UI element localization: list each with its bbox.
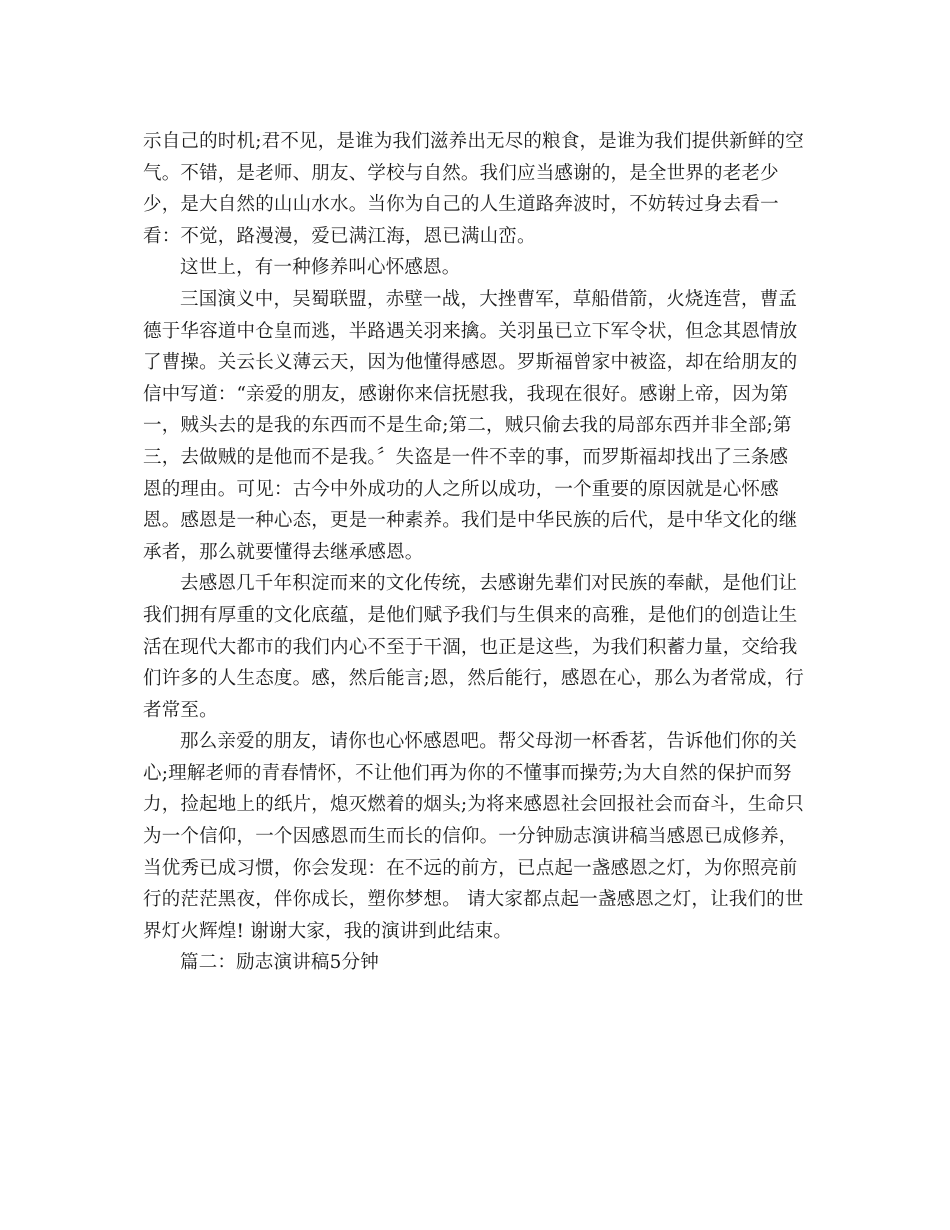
paragraph-line: 心;理解老师的青春情怀，不让他们再为你的不懂事而操劳;为大自然的保护而努 [143, 762, 792, 784]
paragraph-line: 气。不错，是老师、朋友、学校与自然。我们应当感谢的，是全世界的老老少 [143, 162, 779, 184]
paragraph-first-line: 篇二：励志演讲稿5分钟 [180, 952, 379, 974]
paragraph-line: 三，去做贼的是他而不是我。〞失盗是一件不幸的事，而罗斯福却找出了三条感 [143, 446, 789, 468]
paragraph-first-line: 那么亲爱的朋友，请你也心怀感恩吧。帮父母沏一杯香茗，告诉他们你的关 [180, 731, 798, 753]
document-body [143, 126, 813, 979]
paragraph-line: 力，捡起地上的纸片，熄灭燃着的烟头;为将来感恩社会回报社会而奋斗，生命只 [143, 794, 804, 816]
paragraph-line: 活在现代大都市的我们内心不至于干涸，也正是这些，为我们积蓄力量，交给我 [143, 636, 798, 658]
paragraph-line: 一，贼头去的是我的东西而不是生命;第二，贼只偷去我的局部东西并非全部;第 [143, 415, 792, 437]
paragraph-line: 德于华容道中仓皇而逃，半路遇关羽来擒。关羽虽已立下军令状，但念其恩情放 [143, 320, 798, 342]
paragraph-line: 承者，那么就要懂得去继承感恩。 [143, 541, 424, 563]
paragraph-line: 恩的理由。可见：古今中外成功的人之所以成功，一个重要的原因就是心怀感 [143, 478, 779, 500]
paragraph-line: 看：不觉，路漫漫，爱已满江海，恩已满山峦。 [143, 225, 536, 247]
paragraph-line: 我们拥有厚重的文化底蕴，是他们赋予我们与生俱来的高雅，是他们的创造让生 [143, 604, 798, 626]
paragraph-line: 了曹操。关云长义薄云天，因为他懂得感恩。罗斯福曾家中被盗，却在给朋友的 [143, 352, 798, 374]
paragraph-line: 界灯火辉煌! 谢谢大家，我的演讲到此结束。 [143, 920, 513, 942]
paragraph-line: 恩。感恩是一种心态，更是一种素养。我们是中华民族的后代，是中华文化的继 [143, 510, 798, 532]
paragraph-first-line: 这世上，有一种修养叫心怀感恩。 [180, 257, 461, 279]
paragraph-line: 行的茫茫黑夜，伴你成长，塑你梦想。 请大家都点起一盏感恩之灯，让我们的世 [143, 889, 804, 911]
paragraph-line: 者常至。 [143, 699, 218, 721]
paragraph-first-line: 去感恩几千年积淀而来的文化传统，去感谢先辈们对民族的奉献，是他们让 [180, 573, 798, 595]
paragraph-line: 为一个信仰，一个因感恩而生而长的信仰。一分钟励志演讲稿当感恩已成修养， [143, 826, 798, 848]
paragraph-line: 少，是大自然的山山水水。当你为自己的人生道路奔波时，不妨转过身去看一 [143, 194, 779, 216]
paragraph-line: 们许多的人生态度。感，然后能言;恩，然后能行，感恩在心，那么为者常成，行 [143, 668, 804, 690]
paragraph-line: 当优秀已成习惯，你会发现：在不远的前方，已点起一盏感恩之灯，为你照亮前 [143, 857, 798, 879]
paragraph-first-line: 三国演义中，吴蜀联盟，赤壁一战，大挫曹军，草船借箭，火烧连营，曹孟 [180, 288, 798, 310]
paragraph-line: 示自己的时机;君不见，是谁为我们滋养出无尽的粮食，是谁为我们提供新鲜的空 [143, 131, 804, 152]
paragraph-line: 信中写道：“亲爱的朋友，感谢你来信抚慰我，我现在很好。感谢上帝，因为第 [143, 383, 789, 405]
